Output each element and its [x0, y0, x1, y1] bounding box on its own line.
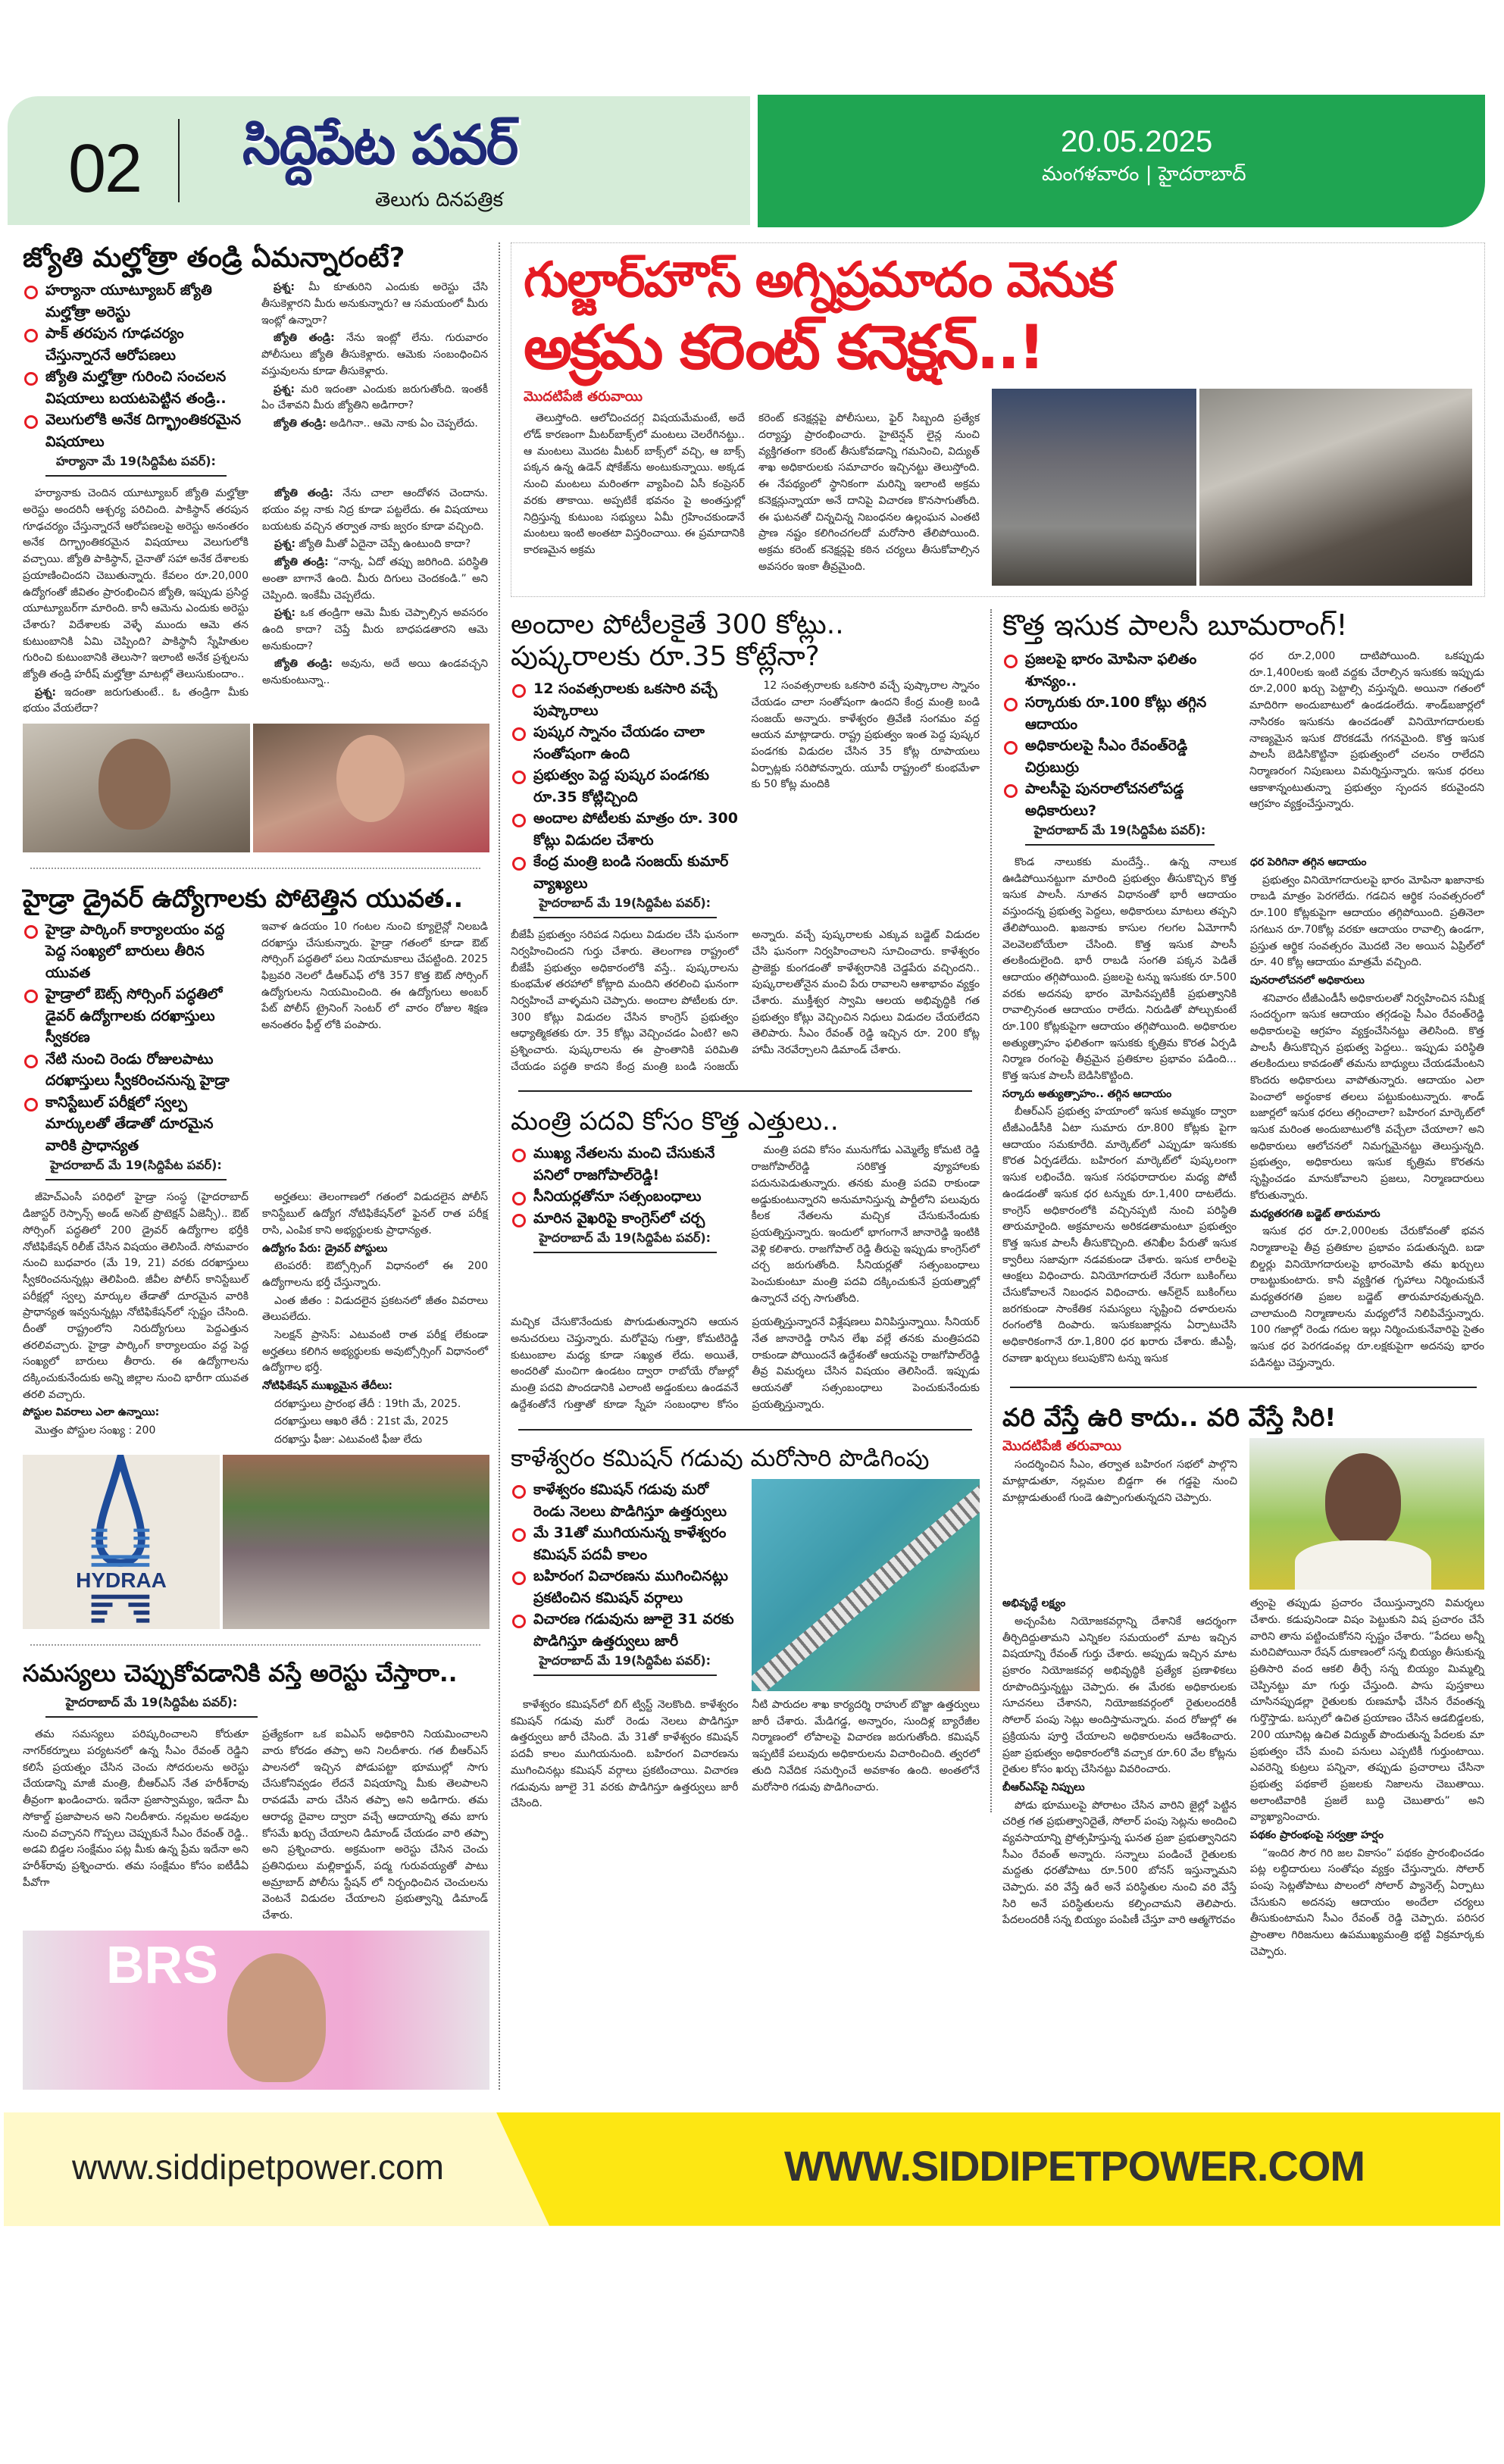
pushkaralu-dateline: హైదరాబాద్ మే 19(సిద్దిపేట పవర్):	[533, 896, 717, 918]
bullet: హర్యానా యూట్యూబర్ జ్యోతి మల్హోత్రా అరెస్టు	[23, 280, 249, 323]
paragraph: హర్యానాకు చెందిన యూట్యూబర్ జ్యోతి మల్హోత్రా అరెస్టు అందరినీ ఆశ్చర్య పరిచింది. పాకిస్థాన్ తరపున గూఢచర్యం చేస్తున్నారనే ఆరోపణలపై అరెస్టు అనంతరం అనేక దిగ్భ్రాంతికరమైన విషయాలు వెలుగులోకి వచ్చాయి. జ్యోతి పాకిస్థాన్, చైనాతో సహా అనేక దేశాలకు ప్రయాణించిందని చెబుతున్నారు. కేవలం రూ.20,000 ఉద్యోగంతో జీవితం ప్రారంభించిన జ్యోతి, ఇప్పుడు ప్రసిద్ధ యూట్యూబర్‌గా మారింది. కానీ ఆమెను ఎందుకు అరెస్టు చేశారు? విదేశాలకు వెళ్ళే ముందు ఆమె తన కుటుంబానికి ఏమి చెప్పింది? పాకిస్థానీ స్నేహితుల గురించి కుటుంబానికి తెలుసా? ఇలాంటి అనేక ప్రశ్నలను జ్యోతి తండ్రి హరీష్ మల్హోత్రా మాటల్లో తెలుసుకుందాం..	[23, 487, 249, 680]
qa-item	[23, 685, 249, 718]
paragraph: “ఇందిర సౌర గిరి జల వికాసం” పథకం ప్రారంభించడం పట్ల లబ్ధిదారులు సంతోషం వ్యక్తం చేస్తున్నారు. సోలార్ పంపు సెట్లతోపాటు పొలంలో సోలార్ ప్యానెల్స్ ఏర్పాటు చేసుకుని అదనపు ఆదాయం అందేలా చర్యలు తీసుకుంటామని సీఎం రేవంత్ రెడ్డి చెప్పారు. పరిసర ప్రాంతాల గిరిజనులు ఉపముఖ్యమంత్రి భట్టి విక్రమార్కకు చెప్పారు.	[1250, 1846, 1484, 1958]
qa-speaker: ప్రశ్న:	[274, 538, 295, 551]
subheading: పునరాలోచనలో అధికారులు	[1250, 974, 1365, 987]
face-shape	[98, 739, 170, 830]
vari-left-block	[1002, 1438, 1237, 1508]
qa-item	[262, 486, 488, 535]
kaleshwaram-left-block	[511, 1479, 739, 1679]
qa-text: మరి ఇదంతా ఎందుకు జరుగుతోంది. ఇంతకీ ఏం చేశావని మీరు జ్యోతిని అడిగారా?	[261, 383, 488, 412]
website-link-small[interactable]: www.siddipetpower.com	[72, 2147, 444, 2187]
qa-speaker: జ్యోతి తండ్రి:	[274, 417, 327, 430]
barrage-photo	[752, 1479, 980, 1691]
jyoti-qa-top	[261, 280, 488, 433]
left-column	[23, 242, 500, 2090]
barrage-structure	[752, 1483, 980, 1691]
paragraph: అచ్చంపేట నియోజకవర్గాన్ని దేశానికే ఆదర్శంగా తీర్చిదిద్దుతామని ఎన్నికల సమయంలో మాట ఇచ్చిన విషయాన్ని రేవంత్ గుర్తు చేశారు. అప్పుడు ఇచ్చిన మాట ప్రకారం నియోజకవర్గ అభివృద్ధికి ప్రత్యేక ప్రణాళికలు రూపొందిస్తున్నట్టు చెప్పారు. ఈ మేరకు అధికారులకు సూచనలు చేశానని, నియోజకవర్గంలో రైతులందరికీ సోలార్ పంపు సెట్లు అందిస్తామన్నారు. వంద రోజుల్లో ఈ ప్రక్రియను పూర్తి చేయాలని అధికారులను ఆదేశించారు. ప్రజా ప్రభుత్వం అధికారంలోకి వచ్చాక రూ.60 వేల కోట్లను రైతుల కోసం ఖర్చు చేసినట్టు వివరించారు.	[1002, 1615, 1237, 1776]
hydraa-photos	[23, 1455, 488, 1629]
jyoti-headline: జ్యోతి మల్హోత్రా తండ్రి ఏమన్నారంటే?	[23, 242, 405, 274]
newspaper-logo: సిద్దిపేట పవర్	[242, 113, 517, 177]
isuka-article	[1002, 609, 1484, 1371]
detail: అర్హతలు: తెలంగాణలో గతంలో విడుదలైన పోలీస్ కానిస్టేబుల్ ఉద్యోగ నోటిఫికేషన్‌లో ఫైనల్ రాత పరీక్ష రాసి, ఎంపిక కాని అభ్యర్థులకు ప్రాధాన్యత.	[262, 1191, 488, 1237]
page-number: 02	[68, 131, 142, 207]
vari-body-intro	[1002, 1457, 1237, 1506]
subheading: సర్కారు అత్యుత్సాహం.. తగ్గిన ఆదాయం	[1002, 1087, 1172, 1100]
paragraph: ఇసుక ధర రూ.2,000లకు చేరుకోవంతో భవన నిర్మాణాలపై తీవ్ర ప్రతికూల ప్రభావం పడుతున్నది. బడా బిల్డర్లు వినియోగదారులపై భారంమోపి తమ ఖర్చులు రాబట్టుకుంటారు. కానీ వ్యక్తిగత గృహాలు నిర్మించుకునే మధ్యతరగతి ప్రజల బడ్జెట్ తారుమారవుతున్నది. చాలామంది నిర్మాణాలను మధ్యలోనే నిలిపివేస్తున్నారు. 100 గజాల్లో రెండు గదుల ఇల్లు నిర్మించుకునేవారిపై సైతం ఇసుక ధర పెరగడంవల్ల రూ.లక్షకుపైగా అదనపు భారం పడినట్టు చెప్తున్నారు.	[1250, 1225, 1484, 1369]
kaleshwaram-article	[511, 1446, 980, 1812]
masthead-right-panel	[758, 95, 1485, 227]
qa-text: ఒక తండ్రిగా ఆమె మీకు చెప్పాల్సిన అవసరం ఉంది కాదా? చెప్తే మీరు బాధపడతారని ఆమె అనుకుందా?	[262, 607, 488, 652]
bullet: విచారణ గడువును జూలై 31 వరకు పొడిగిస్తూ ఉత్తర్వులు జారీ	[511, 1609, 739, 1652]
jyoti-bullets	[23, 280, 249, 452]
paragraph: తమ సమస్యలు పరిష్కరించాలని కోరుతూ నాగర్‌కర్నూలు పర్యటనలో ఉన్న సీఎం రేవంత్ రెడ్డిని కలిసే ప్రయత్నం చేసిన చెంచు సోదరులను అరెస్టు చేయడాన్ని మాజీ మంత్రి, బీఆర్ఎస్ నేత హరీశ్‌రావు తీవ్రంగా ఖండించారు. ఇదేనా ప్రజాస్వామ్యం, ఇదేనా మీ సోకాల్డ్ ప్రజాపాలన అని నిలదీశారు. నల్లమల అడవుల నుంచి వచ్చానని గొప్పలు చెప్పుకునే సీఎం రేవంత్ రెడ్డి.. అడవి బిడ్డల సంక్షేమం పట్ల మీకు ఉన్న ప్రేమ ఇదేనా అని హరీశ్‌రావు ప్రశ్నించారు. తమ సంక్షేమం కోసం ఐటీడీఏ పీవోగా	[23, 1728, 249, 1889]
paragraph: 12 సంవత్సరాలకు ఒకసారి వచ్చే పుష్కారాల స్నానం చేయడం చాలా సంతోషంగా ఉందని కేంద్ర మంత్రి బండి సంజయ్ అన్నారు. కాళేశ్వరం త్రివేణి సంగమం వద్ద ఆయన మాట్లాడారు. రాష్ట్ర ప్రభుత్వం ఇంత పెద్ద పుష్కర పండగకు విడుదల చేసిన 35 కోట్ల రూపాయలు ఏర్పాట్లకు సరిపోవన్నారు. యూపీ రాష్ట్రంలో కుంభమేళా కు 50 కోట్ల మందికి	[751, 680, 980, 791]
isuka-headline: కొత్త ఇసుక పాలసీ బూమరాంగ్!	[1002, 608, 1348, 643]
hydraa-left-block	[23, 919, 249, 1184]
right-column	[992, 609, 1484, 1960]
subheading: ధర పెరిగినా తగ్గిన ఆదాయం	[1250, 856, 1367, 869]
kaleshwaram-headline: కాళేశ్వరం కమిషన్ గడువు మరోసారి పొడిగింపు	[511, 1445, 930, 1473]
minister-body-right	[511, 1315, 980, 1414]
harish-headline: సమస్యలు చెప్పుకోవడానికి వస్తే అరెస్టు చేస్తారా..	[23, 1659, 458, 1687]
subheading: అభివృద్ధే లక్ష్యం	[1002, 1597, 1066, 1610]
isuka-bullets	[1002, 649, 1237, 821]
qa-speaker: ప్రశ్న:	[274, 281, 295, 294]
paragraph: ధర రూ.2,000 దాటిపోయింది. ఒకప్పుడు రూ.1,400లకు ఇంటి వద్దకు చేరాల్సిన ఇసుకకు ఇప్పుడు రూ.2,000 ఖర్చు పెట్టాల్సి వస్తున్నది. అయినా గతంలో మాదిరిగా అందుబాటులో ఉండడంలేదు. శాండ్‌బజార్లలో నాసిరకం ఇసుకను ఉంచడంతో వినియోగదారులకు నాణ్యమైన ఇసుక దొరకడమే గగనమైంది. కొత్త ఇసుక పాలసీ బెడిసికొట్టినా ప్రభుత్వంలో చలనం రాలేదని నిర్మాణరంగ నిపుణులు విమర్శిస్తున్నారు. ఇసుక ధరలు ఆకాశాన్నంటుతున్నా ప్రభుత్వం స్పందన కరువైందని ఆగ్రహం వ్యక్తంచేస్తున్నారు.	[1249, 650, 1484, 811]
paragraph: ప్రత్యేకంగా ఒక ఐఏఎస్ అధికారిని నియమించాలని వారు కోరడం తప్పా అని నిలదీశారు. గత బీఆర్ఎస్ పాలనలో ఇచ్చిన పోడుపట్టా భూముల్లో సాగు చేసుకోనివ్వడం లేదనే విషయాన్ని మీకు తెలపాలని రావడమే వారు చేసిన తప్పా అని అడిగారు. తమ ఆరాధ్య దైవాల ద్వారా వచ్చే ఆదాయాన్ని తమ బాగు కోసమే ఖర్చు చేయాలని డిమాండ్ చేయడం వారి తప్పా అని ప్రశ్నించారు. అక్రమంగా అరెస్టు చేసిన చెంచు ప్రతినిధులు మల్లికార్జున్, పద్మ గురువయ్యతో పాటు అమ్రాబాద్ పోలీసు స్టేషన్ లో నిర్బంధించిన చెంచులను వెంటనే విడుదల చేయాలని ప్రభుత్వాన్ని డిమాండ్ చేశారు.	[262, 1728, 488, 1921]
paragraph: బీఆర్ఎస్ ప్రభుత్వ హయాంలో ఇసుక అమ్మకం ద్వారా టీజీఎండీసీకి ఏటా సుమారు రూ.800 కోట్లకు పైగా ఆదాయం సమకూరేది. మార్కెట్‌లో ఎప్పుడూ ఇసుకకు కొరత ఏర్పడలేదు. బహిరంగ మార్కెట్‌లో పుష్కలంగా ఇసుక లభించేది. ఇసుక సరఫరాదారుల మధ్య పోటీ ఉండడంతో ఇసుక ధర టన్నుకు రూ.1,400 దాటలేదు. కాంగ్రెస్ అధికారంలోకి వచ్చినప్పటి నుంచి పరిస్థితి తారుమారైంది. అక్రమాలను అరికడతామంటూ ప్రభుత్వం కొత్త ఇసుక పాలసీ తీసుకొచ్చింది. తనిఖీల పేరుతో ఇసుక క్వారీలు సజావుగా నడవకుండా చేశారు. ఇసుక లారీలపై ఆంక్షలు విధించారు. వినియోగదారులే నేరుగా బుకింగ్‌లు చేసుకోవాలనే నిబంధన విధించారు. ఆన్‌లైన్ బుకింగ్‌లు జరగకుండా సాంకేతిక సమస్యలు సృష్టించి దళారులను రంగంలోకి దింపారు. ఇసుకబజార్లను ఏర్పాటుచేసి అధికారికంగానే రూ.1,800 ధర ఖరారు చేశారు. జీఎస్టీ, రవాణా ఖర్చులు కలుపుకొని టన్ను ఇసుక	[1002, 1105, 1237, 1365]
isuka-body-right	[1249, 649, 1484, 815]
lead-bottom	[524, 389, 1472, 586]
jyoti-father-photo	[23, 724, 250, 852]
continued-label: మొదటిపేజీ తరువాయి	[1002, 1438, 1122, 1455]
paragraph: ఇవాళ ఉదయం 10 గంటల నుంచి క్యూలైన్లో నిలబడి దరఖాస్తు చేసుకున్నారు. హైడ్రా గతంలో కూడా ఔట్ సోర్సింగ్ పద్ధతిలో పలు నియామకాలు చేపట్టింది. 2025 ఫిబ్రవరి నెలలో డీఆర్ఎఫ్ లోకి 357 కొత్త ఔట్ సోర్సింగ్ ఉద్యోగులను నియమించింది. ఈ ఉద్యోగులు అంబర్ పేట్ పోలీస్ ట్రైనింగ్ సెంటర్ లో వారం రోజుల శిక్షణ అనంతరం ఫీల్డ్ లోకి పంపారు.	[261, 920, 488, 1032]
hydraa-headline: హైడ్రా డ్రైవర్ ఉద్యోగాలకు పోటెత్తిన యువత..	[23, 883, 463, 914]
bullet: కాళేశ్వరం కమిషన్ గడువు మరో రెండు నెలలు పొడిగిస్తూ ఉత్తర్వులు	[511, 1479, 739, 1522]
section-divider	[518, 1429, 972, 1431]
qa-speaker: జ్యోతి తండ్రి:	[274, 332, 335, 345]
hydraa-top	[23, 919, 488, 1184]
minister-top	[511, 1143, 980, 1309]
middle-column	[511, 609, 992, 1812]
lower-columns	[511, 609, 1485, 1960]
qa-text: “నాన్న, ఏదో తప్పు జరిగింది. పరిస్థితి అంతా బాగానే ఉంది. మీరు దిగులు చెందకండి.” అని చెప్పింది. ఇంకేమీ చెప్పలేదు.	[262, 556, 488, 602]
vari-body	[1002, 1596, 1484, 1960]
paragraph: త్వంపై తప్పుడు ప్రచారం చేయిస్తున్నారని విమర్శలు చేశారు. కడుపునిండా విషం పెట్టుకుని విష ప్రచారం చేసే వారిని తాను పట్టించుకోనని స్పష్టం చేశారు. “పేదలు అన్నీ మరిచిపోయినా రేషన్ దుకాణంలో సన్న బియ్యం తీసుకున్న ప్రతిసారి వంద ఆకలి తీర్చే సన్న బియ్యం మిమ్మల్ని చెప్పినట్టు మా గుర్తు చేస్తుంది. పాసు పుస్తకాలు చూసినప్పుడల్లా రైతులకు రుణమాఫీ చేసిన రేవంతన్న గుర్తొస్తాడు. బస్సులో ఉచిత ప్రయాణం చేసిన ఆడబిడ్డలకు, 200 యూనిట్ల ఉచిత విద్యుత్ పొందుతున్న పేదలకు మా ప్రభుత్వం చేసే మంచి పనులు ఎప్పటికీ గుర్తుంటాయి. ఎవరెన్ని కుట్రలు పన్నినా, తప్పుడు ప్రచారాలు చేసినా ప్రభుత్వ పథకాలే ప్రజలకు నిజాలను చెబుతాయి. అలాంటివారికి ప్రజలే బుద్ధి చెబుతారు” అని వ్యాఖ్యానించారు.	[1250, 1597, 1484, 1824]
qa-speaker: జ్యోతి తండ్రి:	[274, 658, 333, 671]
kaleshwaram-dateline: హైదరాబాద్ మే 19(సిద్దిపేట పవర్):	[533, 1653, 717, 1676]
paragraph: శనివారం టీజీఎండీసీ అధికారులతో నిర్వహించిన సమీక్ష సందర్భంగా ఇసుక ఆదాయం తగ్గడంపై సీఎం రేవంత్‌రెడ్డి అధికారులపై ఆగ్రహం వ్యక్తంచేసినట్టు తెలిసింది. కొత్త పాలసీ తీసుకొచ్చిన ప్రభుత్వ పెద్దలు.. ఇప్పుడు పరిస్థితి తలకిందులు కావడంతో తమను బాధ్యులు చేయడమేంటని కొందరు అధికారులు వాపోతున్నారు. ఆదాయం ఎలా పెంచాలో అర్థంకాక తలలు పట్టుకుంటున్నారు. శాండ్ బజార్లలో ఇసుక ధరలు తగ్గించాలా? బహిరంగ మార్కెట్‌లో ఇసుక మరింత అందుబాటులోకి వచ్చేలా చేయాలా? అని అధికారులు ఆలోచనలో నిమగ్నమైనట్టు తెలుస్తున్నది. ప్రభుత్వం, అధికారులు ఇసుక కృత్రిమ కొరతను సృష్టించడం మానుకోవాలని ప్రజలు, నిర్మాణదారులు కోరుతున్నారు.	[1250, 992, 1484, 1202]
qa-speaker: జ్యోతి తండ్రి:	[274, 556, 329, 569]
bullet: పాలసీపై పునరాలోచనలోపడ్డ అధికారులు?	[1002, 778, 1237, 821]
subheading: నోటిఫికేషన్ ముఖ్యమైన తేదీలు:	[262, 1380, 393, 1393]
jyoti-left-block	[23, 280, 249, 480]
bullet: ముఖ్య నేతలను మంచి చేసుకునే పనిలో రాజగోపాల్‌రెడ్డి!	[511, 1143, 739, 1186]
lead-story-box	[511, 242, 1485, 597]
bullet: మే 31తో ముగియనున్న కాళేశ్వరం కమిషన్ పదవీ కాలం	[511, 1522, 739, 1565]
harish-dateline: హైదరాబాద్ మే 19(సిద్దిపేట పవర్):	[45, 1695, 258, 1718]
paragraph: కరెంట్ కనెక్షన్లపై పోలీసులు, ఫైర్ సిబ్బంది ప్రత్యేక దర్యాప్తు ప్రారంభించారు. హైటెన్షన్ లైన్ల నుంచి వ్యక్తిగతంగా కరెంట్ తీసుకోవడాన్ని గమనించి, విద్యుత్ శాఖ అధికారులకు సమాచారం ఇచ్చినట్టు తెలుస్తోంది. ఈ నేపథ్యంలో స్థానికంగా మరిన్ని ఇలాంటి అక్రమ కనెక్షన్లున్నాయా అనే దానిపై విచారణ కొనసాగుతోంది. ఈ ఘటనతో చిన్నచిన్న నిబంధనల ఉల్లంఘన ఎంతటి ప్రాణ నష్టం కలిగించగలదో మరోసారి తేలిపోయింది. అక్రమ కరెంట్ కనెక్షన్లపై కఠిన చర్యలు తీసుకోవాల్సిన అవసరం ఇంకా తీవ్రమైంది.	[758, 412, 980, 573]
qa-speaker: జ్యోతి తండ్రి:	[274, 487, 333, 500]
bullet: కేంద్ర మంత్రి బండి సంజయ్ కుమార్ వ్యాఖ్యలు	[511, 851, 739, 894]
bullet: బహిరంగ విచారణను ముగించినట్లు ప్రకటించిన కమిషన్ వర్గాలు	[511, 1565, 739, 1609]
lead-headline-line2: అక్రమ కరెంట్ కనెక్షన్..!	[524, 312, 1043, 383]
qa-speaker: ప్రశ్న:	[274, 383, 295, 396]
subheading: పథకం ప్రారంభంపై సర్వత్రా హర్షం	[1250, 1828, 1384, 1841]
kaleshwaram-top	[511, 1479, 980, 1691]
qa-item	[261, 382, 488, 414]
date-item: దరఖాస్తులు ప్రారంభ తేదీ : 19th మే, 2025.	[274, 1397, 461, 1410]
continued-label: మొదటిపేజీ తరువాయి	[524, 389, 643, 405]
paragraph: సందర్శించిన సీఎం, తర్వాత బహిరంగ సభలో పాల్గొని మాట్లాడుతూ, నల్లమల బిడ్డగా ఈ గడ్డపై నుంచి మాట్లాడుతుంటే గుండె ఉప్పొంగుతున్నదని చెప్పారు.	[1002, 1459, 1237, 1504]
qa-text: నేను ఇంట్లో లేను. గురువారం పోలీసులు జ్యోతి తీసుకెళ్లారు. ఆమెకు సంబంధించిన వస్తువులను కూడా తీసుకెళ్లారు.	[261, 332, 489, 377]
qa-item	[261, 330, 488, 380]
date-item: దరఖాస్తు ఫీజు: ఎటువంటి ఫీజు లేదు	[274, 1434, 423, 1446]
qa-item	[262, 605, 488, 655]
lead-headline-line1: గుల్జార్‌హౌస్ అగ్నిప్రమాదం వెనుక	[524, 252, 1113, 308]
subheading: పోస్టుల వివరాలు ఎలా ఉన్నాయి:	[23, 1406, 160, 1419]
face-shape	[1325, 1453, 1401, 1548]
minister-headline: మంత్రి పదవి కోసం కొత్త ఎత్తులు..	[511, 1106, 839, 1137]
paragraph: జీహెచ్ఎంసీ పరిధిలో హైడ్రా సంస్థ (హైదరాబాద్ డిజాస్టర్ రెస్పాన్స్ అండ్ అసెట్ ప్రొటెక్షన్ ఏజెన్సీ).. ఔట్ సోర్సింగ్ పద్ధతిలో 200 డ్రైవర్ ఉద్యోగాల భర్తీకి నోటిఫికేషన్ రిలీజ్ చేసిన విషయం తెలిసిందే. సోమవారం నుంచి బుధవారం (మే 19, 21) వరకు దరఖాస్తులు స్వీకరించనున్నట్లు తెలిపింది. జీవీల పోలీస్ కానిస్టేబుల్ పరీక్షల్లో స్వల్ప మార్కుల తేడాతో దూరమైన వారికి ప్రాధాన్యత ఇవ్వనున్నట్లు నోటిఫికేషన్‌లో స్పష్టం చేసింది. దీంతో రాష్ట్రంలోని నిరుద్యోగులు పెద్దఎత్తున తరలివచ్చారు. హైడ్రా పార్కింగ్ కార్యాలయం వద్ద పెద్ద సంఖ్యలో బారులు తీరారు. ఈ ఉద్యోగాలను దక్కించుకునేందుకు అన్ని జిల్లాల నుంచి భారీగా యువత తరలి వచ్చారు.	[23, 1191, 249, 1401]
lead-text	[524, 389, 980, 575]
face-shape	[227, 1953, 326, 2082]
cm-revanth-photo	[1249, 1438, 1484, 1590]
pushkaralu-body-left	[752, 678, 980, 795]
bullet: హైడ్రా పార్కింగ్ కార్యాలయం వద్ద పెద్ద సంఖ్యలో బారులు తీరిన యువత	[23, 919, 249, 984]
jyoti-top	[23, 280, 488, 480]
paragraph: బీజేపీ ప్రభుత్వం సరిపడ నిధులు విడుదల చేసి ఘనంగా నిర్వహించిందని గుర్తు చేశారు. తెలంగాణ రాష్ట్రంలో బీజేపీ ప్రభుత్వం అధికారంలోకి వస్తే.. పుష్కరాలను కుంభమేళ తరహాలో కోట్లాది మందిని తరలించి ఘనంగా నిర్వహించే వాళ్ళమని చెప్పారు. అందాల పోటీలకు రూ. 300 కోట్లు విడుదల చేసిన కాంగ్రెస్ ప్రభుత్వం ఆధ్యాత్మికతకు రూ. 35 కోట్లు వెచ్చించడం ఏంటి? అని ప్రశ్నించారు. పుష్కరాలను ఈ ప్రాంతానికి పరిమితి చేయడం పద్ధతి కాదని కేంద్ర మంత్రి బండి సంజయ్ అన్నారు. వచ్చే పుష్కరాలకు ఎక్కువ బడ్జెట్ విడుదల చేసి ఘనంగా నిర్వహించాలని సూచించారు. కాళేశ్వరం ప్రాజెక్టు కుంగడంతో కాళేశ్వరానికి చెడ్డపేరు వచ్చిందని.. పుష్కరాలతోనైన మంచి పేరు రావాలని ఆశాభావం వ్యక్తం చేశారు. ముక్తీశ్వర స్వామి ఆలయ అభివృద్ధికి గత ప్రభుత్వం కోట్లు వెచ్చించిన నిధులు విడుదల చేయలేదని తెలిపారు. సీఎం రేవంత్ రెడ్డి ఇచ్చిన రూ. 200 కోట్ల హామీ నెరవేర్చాలని డిమాండ్ చేశారు.	[511, 929, 980, 1073]
paragraph: ప్రభుత్వం వినియోగదారులపై భారం మోపినా ఖజానాకు రాబడి మాత్రం పెరగలేదు. గడచిన ఆర్థిక సంవత్సరంలో రూ.100 కోట్లకుపైగా ఆదాయం తగ్గిపోయింది. ప్రతినెలా సగటున రూ.70కోట్ల వరకూ ఆదాయం రావాల్సి ఉండగా, ప్రస్తుత ఆర్థిక సంవత్సరం మొదటి నెల అయిన ఏప్రిల్‌లో రూ. 40 కోట్ల ఆదాయం మాత్రమే వచ్చింది.	[1250, 874, 1484, 969]
bullet: సీనియర్లతోనూ సత్సంబంధాలు	[511, 1186, 739, 1208]
detail: సెలక్షన్ ప్రాసెస్: ఎటువంటి రాత పరీక్ష లేకుండా అర్హతలు కలిగిన అభ్యర్థులకు అవుట్సోర్సింగ్ విధానంలో ఉద్యోగాల భర్తీ.	[262, 1328, 488, 1374]
shirt-shape	[1295, 1540, 1431, 1590]
paragraph: మచ్చిక చేసుకొనేందుకు పొగుడుతున్నారని ఆయన అనుచరులు చెప్తున్నారు. మరోవైపు గుత్తా, కోమటిరెడ్డి కుటుంబాల మధ్య కూడా సఖ్యత లేదు. అయితే, అందరితో మంచిగా ఉండటం ద్వారా రాబోయే రోజుల్లో మంత్రి పదవి పొందడానికి ఎలాంటి అడ్డంకులు ఉండవనే ఉద్దేశంతోనే గుత్తాతో కూడా స్నేహ సంబంధాల కోసం ప్రయత్నిస్తున్నారనే విశ్లేషణలు వినిపిస్తున్నాయి. సీనియర్ నేత జానారెడ్డి రాసిన లేఖ వల్లే తనకు మంత్రిపదవి రాకుండా పోయిందనే ఉద్దేశంతో ఆయనపై రాజగోపాల్‌రెడ్డి తీవ్ర విమర్శలు చేసిన విషయం తెలిసిందే. ఇప్పుడు ఆయనతో సత్సంబంధాలు పెంచుకునేందుకు ప్రయత్నిస్తున్నారు.	[511, 1316, 980, 1411]
minister-body-left	[752, 1143, 980, 1309]
isuka-dateline: హైదరాబాద్ మే 19(సిద్దిపేట పవర్):	[1025, 823, 1215, 846]
fire-photo-right	[1199, 389, 1472, 586]
qa-text: అవును, అదే అయి ఉండవచ్చని అనుకుంటున్నా..	[262, 658, 488, 686]
minister-dateline: హైదరాబాద్ మే 19(సిద్దిపేట పవర్):	[533, 1230, 717, 1253]
qa-text: అడిగినా.. ఆమె నాకు ఏం చెప్పలేదు.	[330, 417, 478, 430]
pushkaralu-headline: అందాల పోటీలకైతే 300 కోట్లు.. పుష్కరాలకు రూ.35 కోట్లేనా?	[511, 609, 844, 672]
bullet: మారిన వైఖరిపై కాంగ్రెస్‌లో చర్చ	[511, 1208, 739, 1230]
bullet: హైడ్రాలో ఔట్స్ సోర్సింగ్ పద్ధతిలో డైవర్ ఉద్యోగాలకు దరఖాస్తులు స్వీకరణ	[23, 983, 249, 1049]
water-drop-logo-icon	[23, 1455, 220, 1629]
section-divider	[518, 1090, 972, 1092]
masthead-left-panel	[8, 96, 750, 225]
minister-bullets	[511, 1143, 739, 1229]
section-divider	[1010, 1387, 1477, 1388]
jyoti-body	[23, 486, 488, 718]
qa-text: ఇదంతా జరుగుతుంటే.. ఓ తండ్రిగా మీకు భయం వేయలేదా?	[23, 686, 249, 715]
section-divider	[30, 1644, 480, 1646]
bullet: ప్రజలపై భారం మోపినా ఫలితం శూన్యం..	[1002, 649, 1237, 692]
qa-text: నేను చాలా ఆందోళన చెందాను. భయం వల్ల నాకు నిద్ర కూడా పట్టలేదు. ఈ విషయాలు బయటకు వచ్చిన తర్వాత నాకు జ్వరం కూడా వచ్చింది.	[262, 487, 488, 533]
jyoti-article	[23, 242, 488, 852]
lead-body	[524, 411, 980, 575]
subheading: బీఆర్ఎస్‌పై నిప్పులు	[1002, 1781, 1085, 1793]
hydraa-logo-image	[23, 1455, 220, 1629]
pushkaralu-top	[511, 678, 980, 921]
brs-backdrop-text: BRS	[106, 1934, 218, 1994]
vari-article	[1002, 1403, 1484, 1960]
pushkaralu-bullets	[511, 678, 739, 894]
paragraph: కొండ నాలుకకు మందేస్తే.. ఉన్న నాలుక ఊడిపోయినట్టుగా మారింది ప్రభుత్వం తీసుకొచ్చిన కొత్త ఇసుక పాలసీ. నూతన విధానంతో భారీ ఆదాయం వస్తుందన్న ప్రభుత్వ పెద్దలు, అధికారులు మాటలు తప్పని తేలిపోయింది. ఖజనాకు కాసుల గలగల ఏమోగానీ వెలవెలబోయేలా చేసింది. కొత్త ఇసుక పాలసీ తలకిందులైంది. భారీ రాబడి సంగతి పక్కన పెడితే ఆదాయం తగ్గిపోయింది. ప్రజలపై టన్ను ఇసుకకు రూ.500 వరకు అదనపు భారం మోపినప్పటికీ ప్రభుత్వానికి రావాల్సినంత ఆదాయం రాలేదు. నిరుడితో పోల్చుకుంటే రూ.100 కోట్లకుపైగా ఆదాయం తగ్గిపోయింది. అధికారుల అత్యుత్సాహం ఫలితంగా ఇసుకకు కృత్రిమ కొరత ఏర్పడి నిర్మాణ రంగంపై తీవ్రమైన ప్రతికూల ప్రభావం పడింది... కొత్త ఇసుక పాలసీ బెడిసికొట్టింది.	[1002, 856, 1237, 1083]
hydraa-article	[23, 884, 488, 1629]
issue-date: 20.05.2025	[1061, 125, 1213, 158]
face-shape	[336, 735, 405, 822]
qa-item	[262, 555, 488, 604]
bullet: ప్రభుత్వం పెద్ద పుష్కర పండగకు రూ.35 కోట్లిచ్చింది	[511, 765, 739, 808]
harish-article	[23, 1661, 488, 2090]
masthead-divider	[178, 119, 180, 202]
bullet: సర్కారుకు రూ.100 కోట్లు తగ్గిన ఆదాయం	[1002, 692, 1237, 735]
pushkaralu-body-right	[511, 927, 980, 1075]
hydraa-body-right	[261, 919, 488, 1036]
hydraa-logo-text: HYDRAA	[76, 1568, 167, 1592]
jyoti-photo	[253, 724, 489, 852]
subheading: మధ్యతరగతి బడ్జెట్ తారుమారు	[1250, 1207, 1380, 1220]
bullet: అందాల పోటీలకు మాత్రం రూ. 300 కోట్లు విడుదల చేశారు	[511, 808, 739, 851]
isuka-left-block	[1002, 649, 1237, 849]
bullet: పాక్ తరపున గూఢచర్యం చేస్తున్నారనే ఆరోపణలు	[23, 323, 249, 366]
qa-text: జ్యోతి మీతో ఏదైనా చెప్పే ఉంటుంది కాదా?	[299, 538, 471, 551]
qa-item	[262, 536, 488, 553]
date-item: దరఖాస్తులు ఆఖరి తేదీ : 21st మే, 2025	[274, 1415, 449, 1428]
minister-left-block	[511, 1143, 739, 1256]
paragraph: మంత్రి పదవి కోసం మునుగోడు ఎమ్మెల్యే కోమటి రెడ్డి రాజగోపాల్‌రెడ్డి సరికొత్త వ్యూహాలకు పదునుపెడుతున్నారు. తనకు మంత్రి పదవి రాకుండా అడ్డుకుంటున్నారని అనుమానిస్తున్న పార్టీలోని పలువురు కీలక నేతలను మచ్చిక చేసుకునేందుకు ప్రయత్నిస్తున్నారు. ఇందులో భాగంగానే జానారెడ్డి ఇంటికి వెళ్లి కలిశారు. రాజగోపాల్ రెడ్డి తీరుపై ఇప్పుడు కాంగ్రెస్‌లో చర్చ జరుగుతోంది. సీనియర్లతో సత్సంబంధాలు పెంచుకుంటూ మంత్రి పదవి దక్కించుకునే ప్రయత్నాల్లో ఉన్నారనే చర్చ సాగుతోంది.	[751, 1144, 980, 1305]
qa-item	[262, 656, 488, 689]
paragraph: కాళేశ్వరం కమిషన్‌లో బిగ్ ట్విస్ట్ నెలకొంది. కాళేశ్వరం కమిషన్ గడువు మరో రెండు నెలలు పొడిగిస్తూ ఉత్తర్వులు జారీ చేసింది. మే 31తో కాళేశ్వరం కమిషన్ పదవీ కాలం ముగియనుంది. బహిరంగ విచారణను ముగించినట్లు కమిషన్ వర్గాలు ప్రకటించాయి. విచారణ గడువును జూలై 31 వరకు పొడిగిస్తూ ఉత్తర్వులు జారీ చేసింది.	[511, 1699, 739, 1810]
bullet: నేటి నుంచి రెండు రోజులపాటు దరఖాస్తులు స్వీకరించనున్న హైడ్రా	[23, 1049, 249, 1092]
kaleshwaram-bullets	[511, 1479, 739, 1652]
pushkaralu-article	[511, 609, 980, 1075]
hydraa-queue-photo	[223, 1455, 489, 1629]
vari-headline: వరి వేస్తే ఉరి కాదు.. వరి వేస్తే సిరి!	[1002, 1402, 1337, 1433]
harish-body	[23, 1727, 488, 1924]
detail: టెంపరరీ: ఔట్సోర్సింగ్ విధానంలో ఈ 200 ఉద్యోగాలను భర్తీ చేస్తున్నారు.	[262, 1260, 488, 1289]
bullet: 12 సంవత్సరాలకు ఒకసారి వచ్చే పుష్కారాలు	[511, 678, 739, 721]
bullet: వెలుగులోకి అనేక దిగ్భ్రాంతికరమైన విషయాలు	[23, 409, 249, 452]
footer-banner	[4, 2112, 1500, 2226]
right-area	[500, 242, 1485, 1960]
masthead	[8, 95, 1493, 227]
section-divider	[30, 868, 480, 869]
hydraa-body	[23, 1190, 488, 1448]
day-location: మంగళవారం | హైదరాబాద్	[1042, 163, 1246, 186]
paragraph: నీటి పారుదల శాఖ కార్యదర్శి రాహుల్ బొజ్జా ఉత్తర్వులు జారీ చేశారు. మేడిగడ్డ, అన్నారం, సుందిళ్ల బ్యారేజీల నిర్మాణంలో లోపాలపై విచారణ జరుగుతోంది. కమిషన్ ఇప్పటికే పలువురు అధికారులను విచారించింది. త్వరలో తుది నివేదిక సమర్పించే అవకాశం ఉంది. అంతలోనే మరోసారి గడువు పొడిగించారు.	[752, 1699, 980, 1793]
page-body	[23, 242, 1496, 2090]
detail: మొత్తం పోస్టుల సంఖ్య : 200	[35, 1424, 156, 1437]
bullet: కానిస్టేబుల్ పరీక్షలో స్వల్ప మార్కులతో తేడాతో దూరమైన వారికి ప్రాధాన్యత	[23, 1092, 249, 1157]
vari-top	[1002, 1438, 1484, 1590]
paragraph: పోడు భూములపై పోరాటం చేసిన వారిని జైల్లో పెట్టిన చరిత్ర గత ప్రభుత్వానిదైతే, సోలార్ పంపు సెట్లను అందించి వ్యవసాయాన్ని ప్రోత్సహిస్తున్న ఘనత ప్రజా ప్రభుత్వానిదని సీఎం రేవంత్ అన్నారు. సన్నాలు పండించే రైతులకు మద్దతు ధరతోపాటు రూ.500 బోనస్ ఇస్తున్నామని చెప్పారు. వరి వేస్తే ఉరే అనే పరిస్థితుల నుంచి వరి వేస్తే సిరి అనే పరిస్థితులను కల్పించామని తెలిపారు. పేదలందరికీ సన్న బియ్యం పంపిణీ చేస్తూ వారి ఆత్మగౌరవం	[1002, 1799, 1237, 1927]
fire-photo-left	[992, 389, 1196, 586]
bullet: పుష్కర స్నానం చేయడం చాలా సంతోషంగా ఉంది	[511, 721, 739, 765]
hydraa-dateline: హైదరాబాద్ మే 19(సిద్దిపేట పవర్):	[45, 1158, 227, 1180]
hydraa-bullets	[23, 919, 249, 1157]
isuka-body	[1002, 855, 1484, 1371]
detail: ఎంత జీతం : విడుదలైన ప్రకటనలో జీతం వివరాలు తెలుపలేదు.	[262, 1294, 488, 1324]
lead-photos	[992, 389, 1472, 586]
qa-item	[261, 280, 488, 329]
website-link-large[interactable]: WWW.SIDDIPETPOWER.COM	[784, 2141, 1365, 2190]
qa-item	[261, 416, 488, 433]
jyoti-dateline: హర్యానా మే 19(సిద్దిపేట పవర్):	[45, 454, 227, 477]
subheading: ఉద్యోగం పేరు: డ్రైవర్ పోస్టులు	[262, 1242, 388, 1255]
minister-article	[511, 1107, 980, 1414]
qa-text: మీ కూతురిని ఎందుకు అరెస్టు చేసి తీసుకెళ్లారని మీరు అనుకున్నారు? ఆ సమయంలో మీరు ఇంట్లో ఉన్నారా?	[261, 281, 489, 327]
paragraph: తెలుస్తోంది. ఆలోచించదగ్గ విషయమేమంటే, అదే లోడ్ కారణంగా మీటర్‌బాక్స్‌లో మంటలు చెలరేగినట్టు.. ఆ మంటలు మొదట మీటర్ బాక్స్‌లో వచ్చి, ఆ బాక్స్ పక్కన ఉన్న ఉడెన్ షోకేజ్‌ను అంటుకున్నాయి. అక్కడ నుంచి మంటలు మరింతగా వ్యాపించి ఏసీ కంప్రెసర్ వరకు తాకాయి. అప్పటికే భవనం పై అంతస్తుల్లో నిద్రిస్తున్న కుటుంబ సభ్యులు ఏమీ గ్రహించకుండానే మంటలు ఇంటి అంతటా విస్తరించాయి. ఈ ప్రమాదానికి కారణమైన అక్రమ	[524, 412, 745, 556]
isuka-top	[1002, 649, 1484, 849]
bullet: జ్యోతి మల్హోత్రా గురించి సంచలన విషయాలు బయటపెట్టిన తండ్రి..	[23, 366, 249, 409]
harish-photo	[23, 1931, 489, 2090]
jyoti-photos	[23, 724, 488, 852]
pushkaralu-left-block	[511, 678, 739, 921]
bullet: అధికారులపై సీఎం రేవంత్‌రెడ్డి చిర్రుబుర్రు	[1002, 735, 1237, 778]
kaleshwaram-body	[511, 1697, 980, 1812]
qa-speaker: ప్రశ్న:	[274, 607, 295, 620]
qa-speaker: ప్రశ్న:	[35, 686, 56, 699]
tagline: తెలుగు దినపత్రిక	[375, 189, 504, 211]
